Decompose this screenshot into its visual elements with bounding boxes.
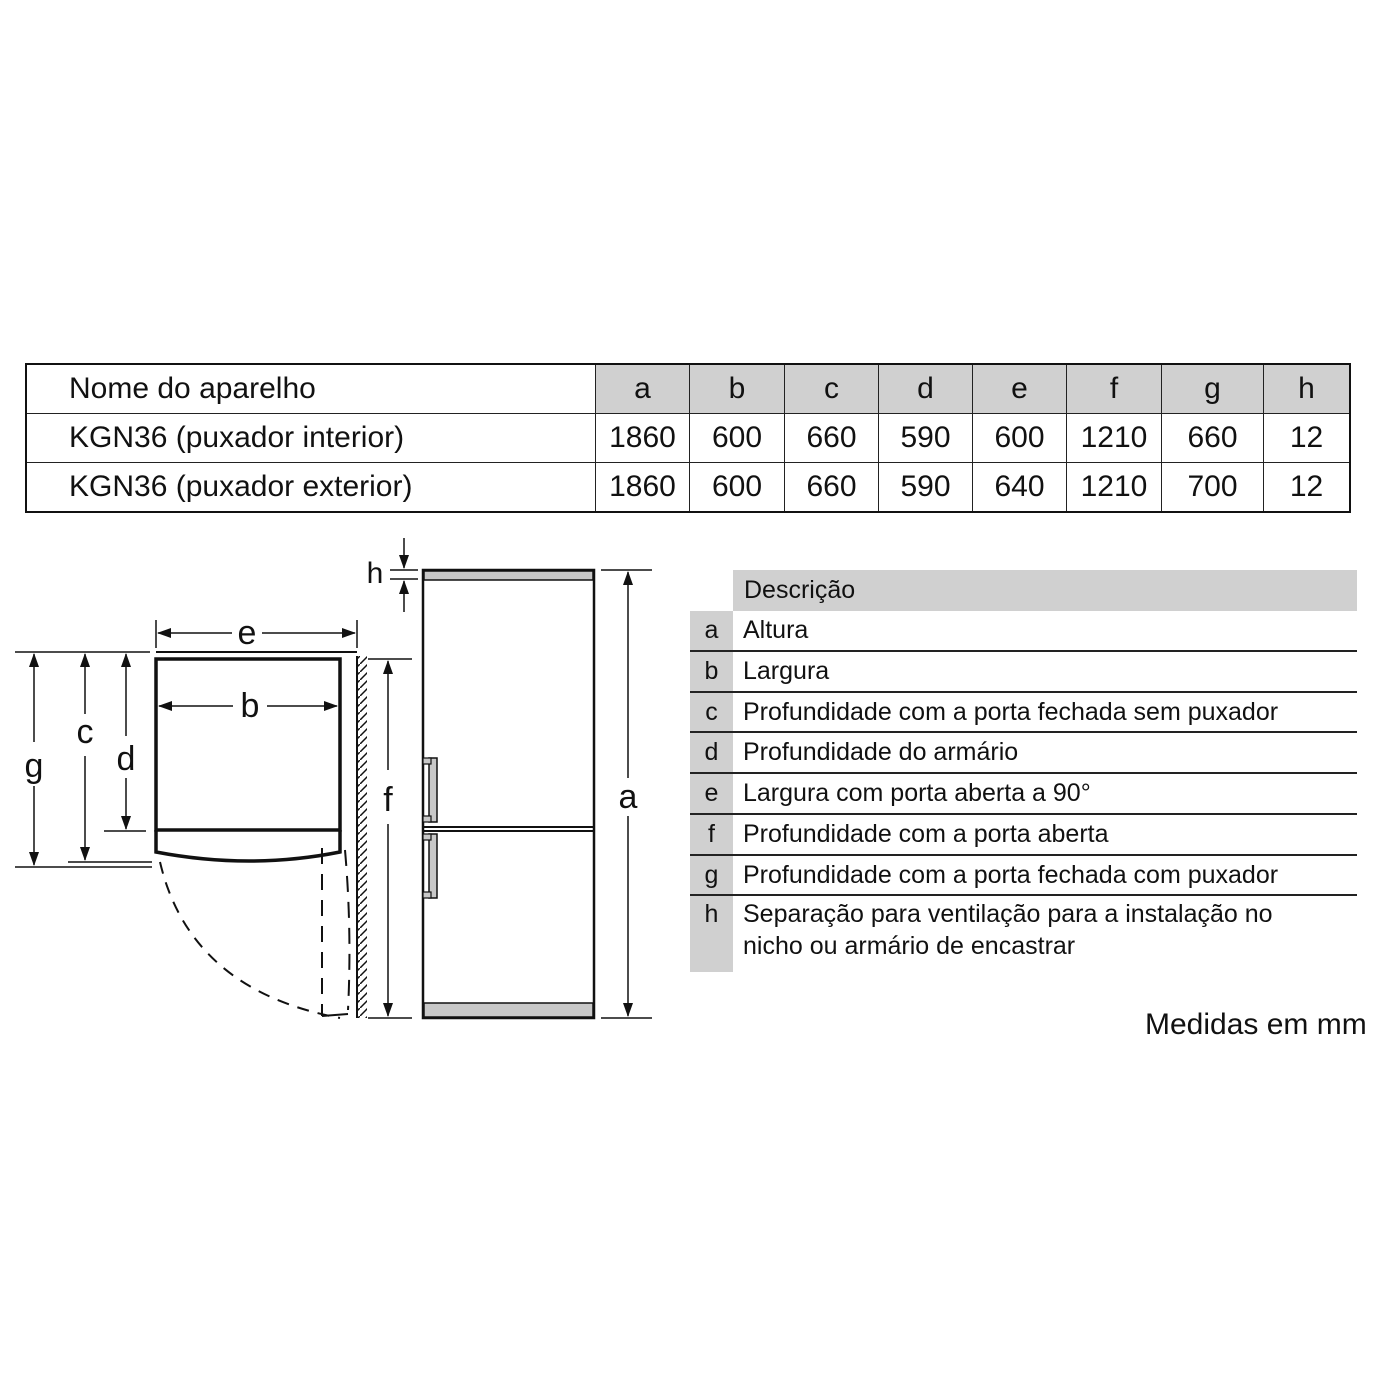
value-e: 640 (973, 463, 1067, 513)
description-key: e (704, 779, 719, 807)
description-text: Profundidade com a porta fechada com puxador (743, 861, 1279, 889)
value-h: 12 (1264, 414, 1351, 463)
value-a: 1860 (596, 414, 690, 463)
value-c: 660 (785, 414, 879, 463)
units-note: Medidas em mm (1145, 1008, 1367, 1041)
description-key: g (704, 861, 719, 889)
value-g: 700 (1162, 463, 1264, 513)
description-text-line2: nicho ou armário de encastrar (743, 932, 1076, 960)
description-text-line1: Separação para ventilação para a instalação no (743, 900, 1273, 928)
top-view-diagram (15, 614, 412, 1018)
description-text: Altura (743, 616, 809, 644)
header-col-e: e (973, 364, 1067, 414)
label-d: d (116, 740, 136, 778)
label-e: e (237, 614, 257, 652)
value-f: 1210 (1067, 463, 1162, 513)
description-row-c (690, 693, 1357, 733)
description-text: Profundidade do armário (743, 738, 1019, 766)
header-device-name: Nome do aparelho (26, 364, 596, 414)
device-name: KGN36 (puxador exterior) (26, 463, 596, 513)
label-g: g (24, 747, 44, 785)
description-text: Largura (743, 657, 830, 685)
label-h: h (366, 557, 384, 590)
description-key: a (704, 616, 719, 644)
header-col-h: h (1264, 364, 1351, 414)
value-d: 590 (879, 463, 973, 513)
description-row-f (690, 815, 1357, 856)
label-a: a (618, 778, 638, 816)
header-col-f: f (1067, 364, 1162, 414)
description-key: b (704, 657, 719, 685)
description-text: Profundidade com a porta fechada sem puxador (743, 698, 1279, 726)
description-key: d (704, 738, 719, 766)
header-col-c: c (785, 364, 879, 414)
value-e: 600 (973, 414, 1067, 463)
description-row-b (690, 652, 1357, 693)
device-name: KGN36 (puxador interior) (26, 414, 596, 463)
value-d: 590 (879, 414, 973, 463)
value-g: 660 (1162, 414, 1264, 463)
header-col-g: g (1162, 364, 1264, 414)
description-key: h (704, 900, 719, 928)
description-row-a (690, 611, 1357, 652)
description-row-g (690, 856, 1357, 896)
header-col-b: b (690, 364, 785, 414)
description-text (733, 898, 1273, 962)
description-key: c (705, 698, 718, 726)
label-f: f (383, 781, 393, 819)
value-f: 1210 (1067, 414, 1162, 463)
description-row-e (690, 774, 1357, 815)
value-b: 600 (690, 463, 785, 513)
value-b: 600 (690, 414, 785, 463)
value-h: 12 (1264, 463, 1351, 513)
header-col-d: d (879, 364, 973, 414)
header-col-a: a (596, 364, 690, 414)
label-c: c (76, 713, 94, 751)
front-view-diagram (367, 538, 652, 1018)
description-text: Largura com porta aberta a 90° (743, 779, 1091, 807)
description-header: Descrição (733, 570, 1357, 611)
description-row-d (690, 733, 1357, 774)
description-row-h (690, 898, 1357, 972)
label-b: b (240, 687, 260, 725)
value-c: 660 (785, 463, 879, 513)
value-a: 1860 (596, 463, 690, 513)
description-key: f (708, 820, 715, 848)
description-text: Profundidade com a porta aberta (743, 820, 1109, 848)
